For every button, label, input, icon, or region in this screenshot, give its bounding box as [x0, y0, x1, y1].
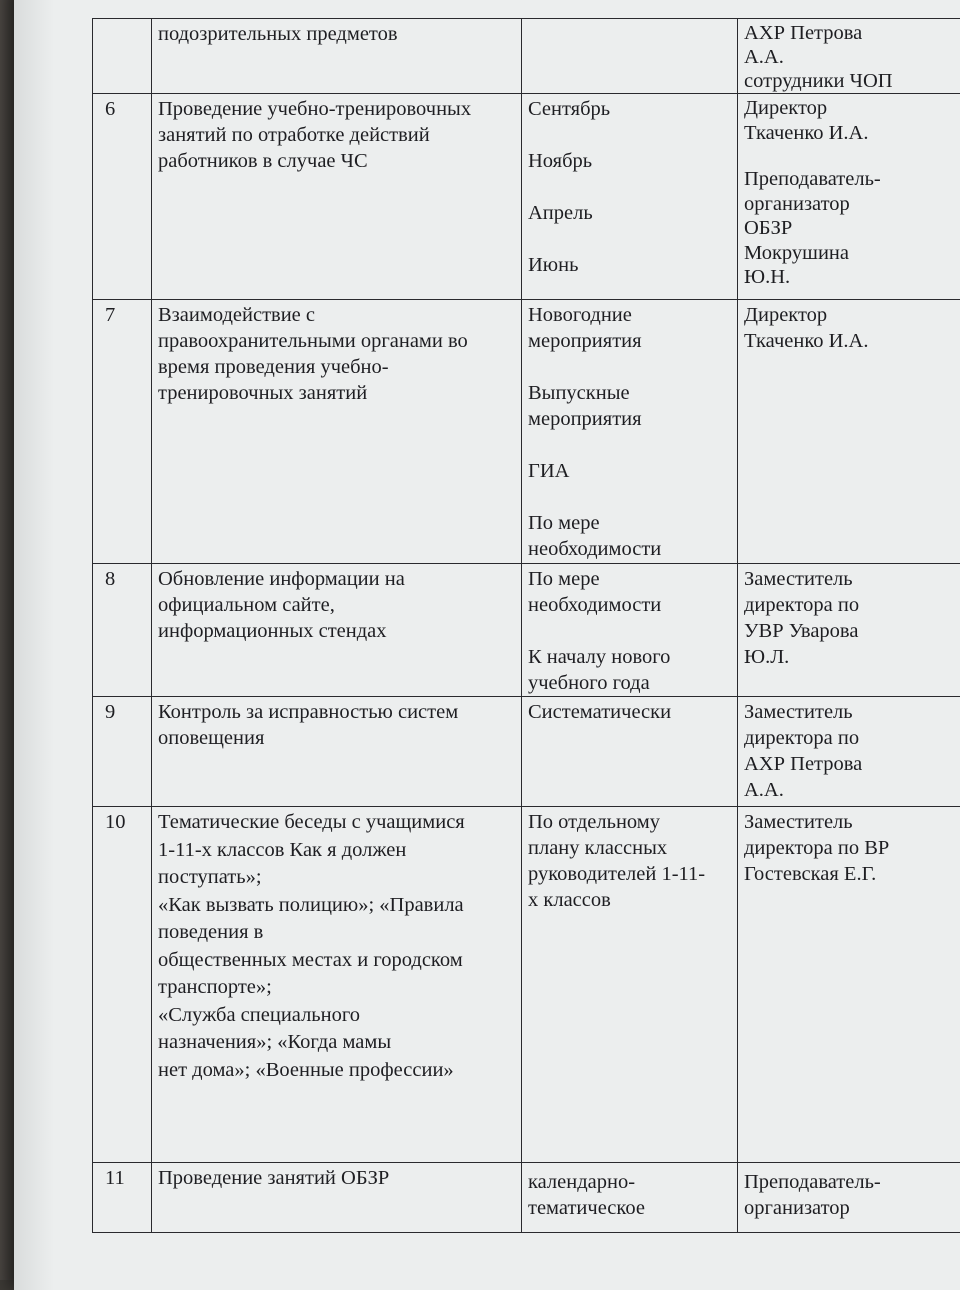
row-responsible: АХР Петрова А.А. сотрудники ЧОП [738, 19, 960, 94]
row-responsible: Заместитель директора по АХР Петрова А.А. [738, 697, 960, 807]
row-activity: Взаимодействие с правоохранительными органами во время проведения учебно- тренировочных занятий [152, 300, 522, 564]
row-responsible: Заместитель директора по УВР Уварова Ю.Л. [738, 564, 960, 697]
row-number: 8 [93, 564, 152, 697]
plan-table [92, 18, 960, 1233]
table-row [93, 697, 960, 807]
paper-sheet [14, 0, 960, 1290]
table-row [93, 564, 960, 697]
row-number: 6 [93, 94, 152, 300]
row-number: 10 [93, 807, 152, 1163]
row-activity: Контроль за исправностью систем оповещения [152, 697, 522, 807]
row-timing: По отдельному плану классных руководителей 1-11- х классов [522, 807, 738, 1163]
row-timing: Сентябрь Ноябрь Апрель Июнь [522, 94, 738, 300]
row-activity: Проведение учебно-тренировочных занятий по отработке действий работников в случае ЧС [152, 94, 522, 300]
row-number: 11 [93, 1163, 152, 1233]
row-activity: Обновление информации на официальном сайте, информационных стендах [152, 564, 522, 697]
row-number [93, 19, 152, 94]
row-timing: Новогодние мероприятия Выпускные мероприятия ГИА По мере необходимости [522, 300, 738, 564]
row-responsible: Директор Ткаченко И.А. [738, 300, 960, 564]
paper-fold-shadow [14, 0, 54, 1290]
row-timing [522, 19, 738, 94]
row-timing: календарно- тематическое [522, 1163, 738, 1233]
row-responsible: Заместитель директора по ВР Гостевская Е.Г. [738, 807, 960, 1163]
row-number: 7 [93, 300, 152, 564]
row-responsible: Преподаватель- организатор [738, 1163, 960, 1233]
table-row [93, 19, 960, 94]
row-activity: Тематические беседы с учащимися 1-11-х классов Как я должен поступать»; «Как вызвать полицию»; «Правила поведения в общественных местах и городском транспорте»; «Служба специального назначения»; «Когда мамы нет дома»; «Военные профессии» [152, 807, 522, 1163]
table-row [93, 300, 960, 564]
table-row [93, 1163, 960, 1233]
row-timing: По мере необходимости К началу нового учебного года [522, 564, 738, 697]
table-row [93, 807, 960, 1163]
table-row [93, 94, 960, 300]
row-activity: Проведение занятий ОБЗР [152, 1163, 522, 1233]
row-activity: подозрительных предметов [152, 19, 522, 94]
row-responsible: Директор Ткаченко И.А. Преподаватель- организатор ОБЗР Мокрушина Ю.Н. [738, 94, 960, 300]
row-timing: Систематически [522, 697, 738, 807]
row-number: 9 [93, 697, 152, 807]
